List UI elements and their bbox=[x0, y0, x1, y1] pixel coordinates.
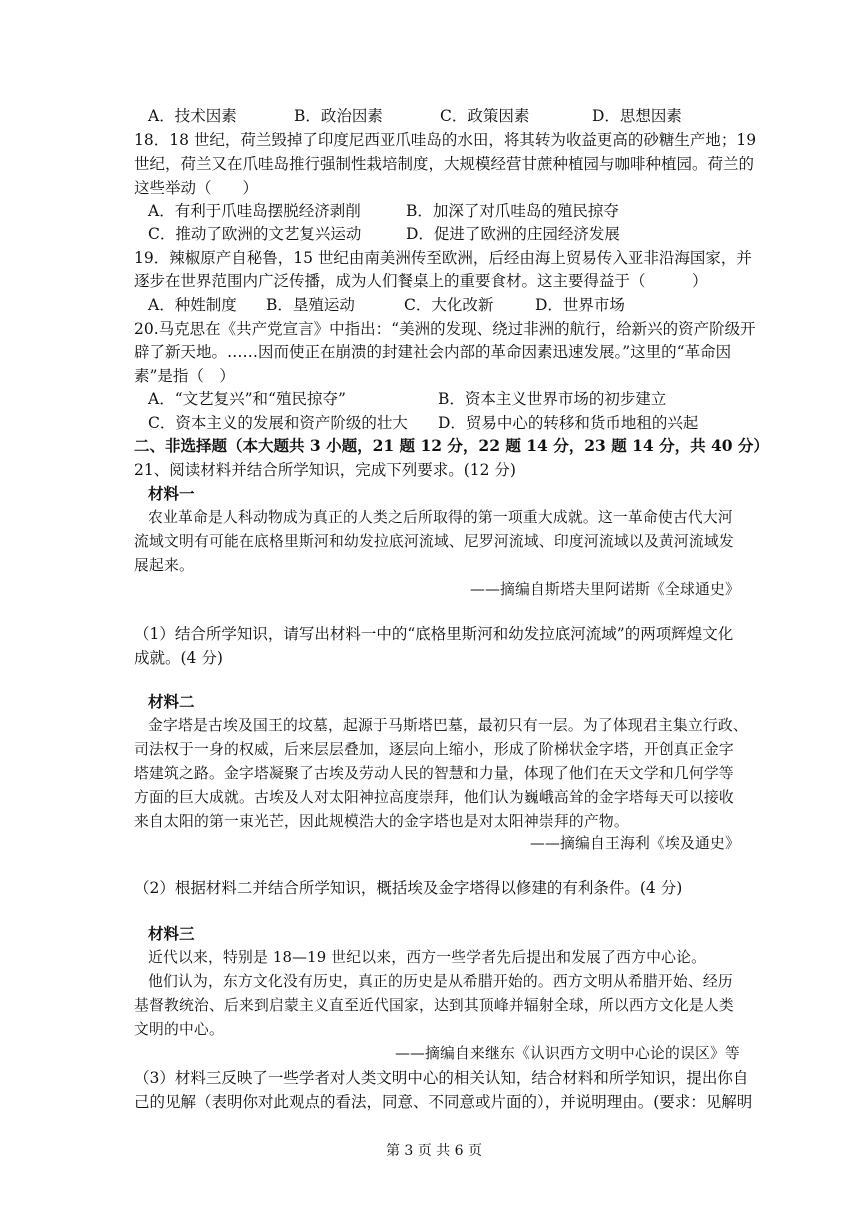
q18-option-b: B．加深了对爪哇岛的殖民掠夺 bbox=[406, 202, 619, 220]
q20-line-2: 辟了新天地。……因而使正在崩溃的封建社会内部的革命因素迅速发展。”这里的“革命因 bbox=[134, 343, 732, 361]
q19-line-2: 逐步在世界范围内广泛传播，成为人们餐桌上的重要食材。这主要得益于（ ） bbox=[134, 272, 708, 290]
q19-options bbox=[148, 295, 625, 315]
q21-intro: 21、阅读材料并结合所学知识，完成下列要求。(12 分) bbox=[134, 461, 516, 479]
q18-options-row-2 bbox=[148, 224, 620, 244]
q19-option-a: A．种姓制度 bbox=[148, 296, 237, 314]
q20-line-1: 20.马克思在《共产党宣言》中指出：“美洲的发现、绕过非洲的航行，给新兴的资产阶级开 bbox=[134, 320, 756, 338]
q20-option-d: D．贸易中心的转移和货币地租的兴起 bbox=[438, 414, 699, 432]
material-3-title: 材料三 bbox=[148, 924, 195, 943]
q17-option-d: D．思想因素 bbox=[592, 107, 682, 125]
material-3-line-1: 近代以来，特别是 18—19 世纪以来，西方一些学者先后提出和发展了西方中心论。 bbox=[148, 949, 707, 966]
section-2-title: 二、非选择题（本大题共 3 小题，21 题 12 分，22 题 14 分，23 题 14 分，共 40 分） bbox=[134, 436, 769, 455]
q19-option-d: D．世界市场 bbox=[535, 296, 625, 314]
q20-option-a: A．“文艺复兴”和“殖民掠夺” bbox=[148, 390, 346, 408]
q17-option-b: B．政治因素 bbox=[294, 107, 383, 125]
q20-options-row-1 bbox=[148, 389, 666, 409]
material-2-line-4: 方面的巨大成就。古埃及人对太阳神拉高度崇拜，他们认为巍峨高耸的金字塔每天可以接收 bbox=[134, 789, 734, 806]
material-1-title: 材料一 bbox=[148, 484, 195, 503]
sub-question-1-line-1: （1）结合所学知识，请写出材料一中的“底格里斯河和幼发拉底河流域”的两项辉煌文化 bbox=[134, 625, 734, 643]
sub-question-1-line-2: 成就。(4 分) bbox=[134, 649, 223, 667]
q18-option-d: D．促进了欧洲的庄园经济发展 bbox=[406, 225, 620, 243]
q20-options-row-2 bbox=[148, 413, 698, 433]
q18-option-c: C．推动了欧洲的文艺复兴运动 bbox=[148, 225, 362, 243]
sub-question-3-line-1: （3）材料三反映了一些学者对人类文明中心的相关认知，结合材料和所学知识，提出你自 bbox=[134, 1069, 749, 1087]
q17-options bbox=[148, 106, 682, 126]
material-2-line-3: 塔建筑之路。金字塔凝聚了古埃及劳动人民的智慧和力量，体现了他们在天文学和几何学等 bbox=[134, 765, 734, 782]
sub-question-3-line-2: 己的见解（表明你对此观点的看法，同意、不同意或片面的），并说明理由。(要求：见解明 bbox=[134, 1093, 753, 1111]
sub-question-2: （2）根据材料二并结合所学知识，概括埃及金字塔得以修建的有利条件。(4 分) bbox=[134, 879, 683, 897]
material-3-source: ——摘编自来继东《认识西方文明中心论的误区》等 bbox=[395, 1045, 740, 1062]
q17-option-c: C．政策因素 bbox=[440, 107, 530, 125]
q18-line-3: 这些举动（ ） bbox=[134, 179, 259, 197]
q20-line-3: 素”是指（ ） bbox=[134, 367, 235, 385]
material-2-source: ——摘编自王海利《埃及通史》 bbox=[530, 835, 740, 852]
material-2-title: 材料二 bbox=[148, 692, 195, 711]
q19-option-c: C．大化改新 bbox=[404, 296, 494, 314]
q18-option-a: A．有利于爪哇岛摆脱经济剥削 bbox=[148, 202, 361, 220]
material-1-source: ——摘编自斯塔夫里阿诺斯《全球通史》 bbox=[470, 581, 740, 598]
q19-option-b: B．垦殖运动 bbox=[266, 296, 355, 314]
material-1-line-1: 农业革命是人科动物成为真正的人类之后所取得的第一项重大成就。这一革命使古代大河 bbox=[148, 509, 733, 526]
material-3-line-4: 文明的中心。 bbox=[134, 1021, 224, 1038]
page-number-footer: 第 3 页 共 6 页 bbox=[385, 1143, 483, 1159]
q18-line-2: 世纪，荷兰又在爪哇岛推行强制性栽培制度，大规模经营甘蔗种植园与咖啡种植园。荷兰的 bbox=[134, 155, 755, 173]
material-3-line-3: 基督教统治、后来到启蒙主义直至近代国家，达到其顶峰并辐射全球，所以西方文化是人类 bbox=[134, 997, 734, 1014]
material-3-line-2: 他们认为，东方文化没有历史，真正的历史是从希腊开始的。西方文明从希腊开始、经历 bbox=[148, 973, 733, 990]
material-1-line-2: 流域文明有可能在底格里斯河和幼发拉底河流域、尼罗河流域、印度河流域以及黄河流域发 bbox=[134, 533, 734, 550]
material-2-line-5: 来自太阳的第一束光芒，因此规模浩大的金字塔也是对太阳神崇拜的产物。 bbox=[134, 813, 629, 830]
q17-option-a: A．技术因素 bbox=[148, 107, 237, 125]
q18-options-row-1 bbox=[148, 201, 619, 221]
material-1-line-3: 展起来。 bbox=[134, 557, 194, 574]
q19-line-1: 19．辣椒原产自秘鲁，15 世纪由南美洲传至欧洲，后经由海上贸易传入亚非沿海国家，并 bbox=[134, 249, 752, 267]
q20-option-c: C．资本主义的发展和资产阶级的壮大 bbox=[148, 414, 408, 432]
q18-line-1: 18．18 世纪，荷兰毁掉了印度尼西亚爪哇岛的水田，将其转为收益更高的砂糖生产地；19 bbox=[134, 131, 757, 149]
material-2-line-1: 金字塔是古埃及国王的坟墓，起源于马斯塔巴墓，最初只有一层。为了体现君主集立行政、 bbox=[148, 717, 748, 734]
material-2-line-2: 司法权于一身的权威，后来层层叠加，逐层向上缩小，形成了阶梯状金字塔，开创真正金字 bbox=[134, 741, 734, 758]
q20-option-b: B．资本主义世界市场的初步建立 bbox=[438, 390, 667, 408]
